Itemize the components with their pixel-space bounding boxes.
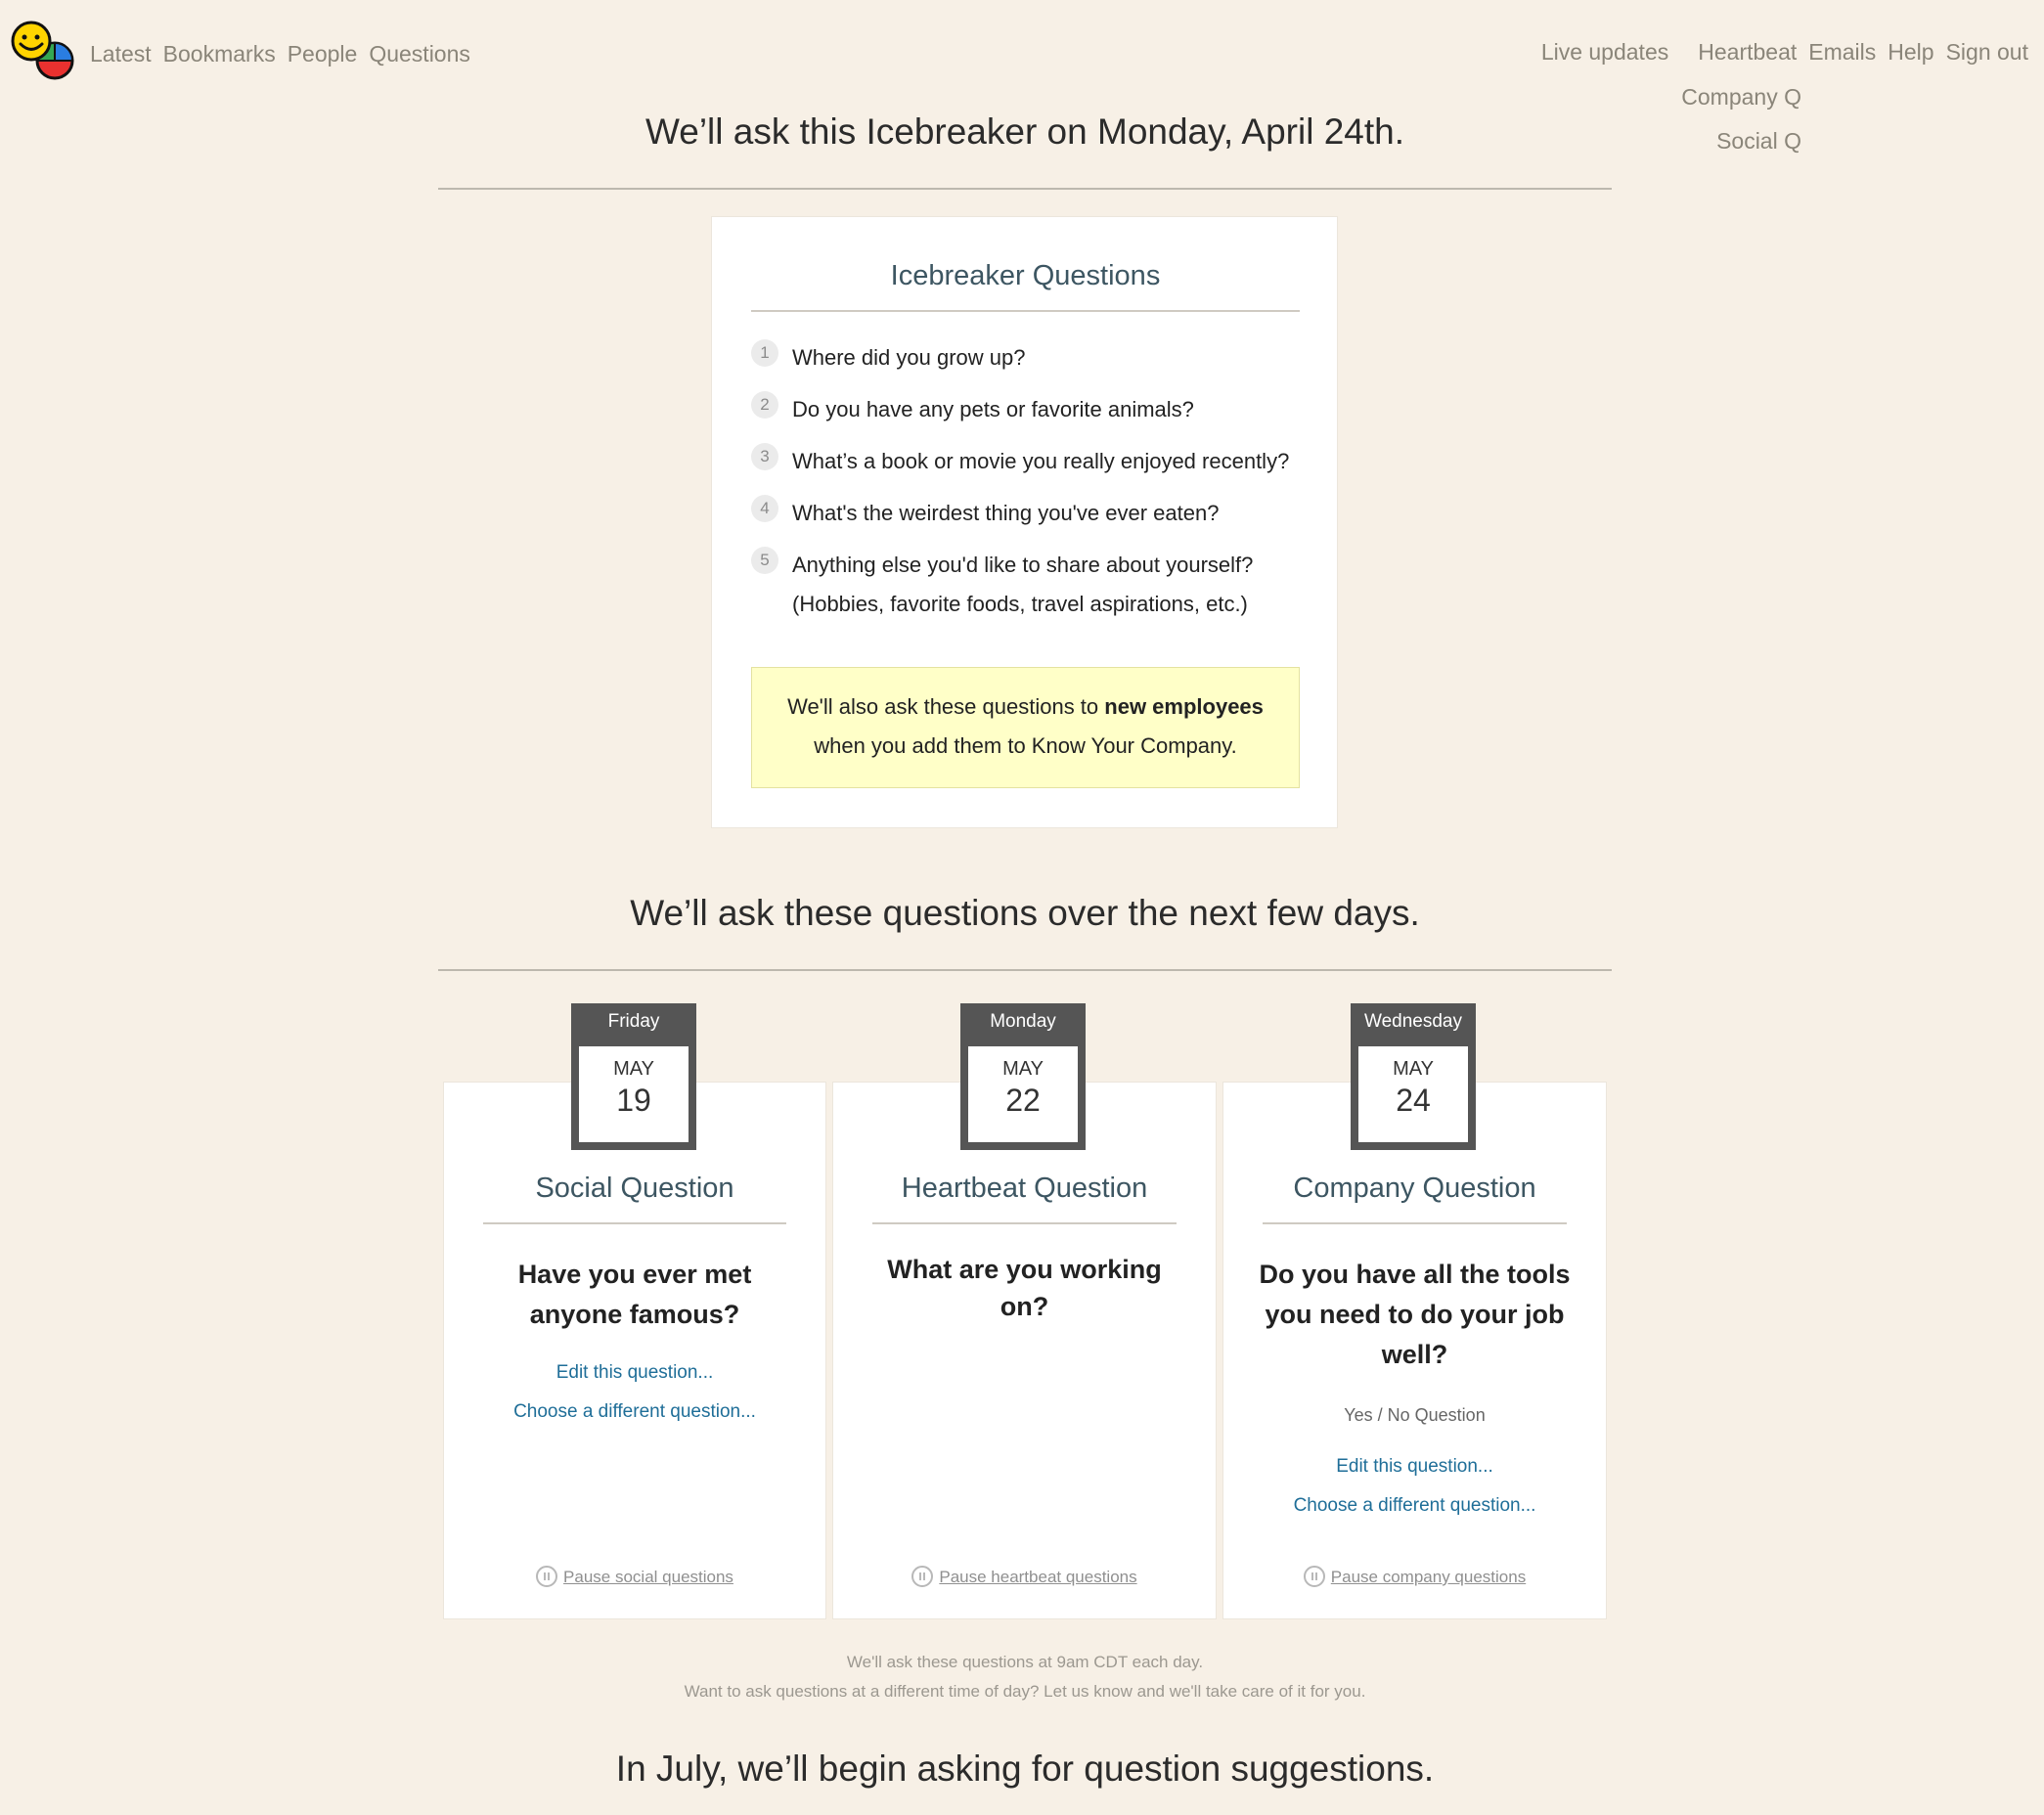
heartbeat-question-card <box>832 1082 1217 1619</box>
question-text: Have you ever met anyone famous? <box>517 1260 752 1329</box>
pause-company <box>1223 1566 1606 1587</box>
schedule-footnote: We'll ask these questions at 9am CDT each day. <box>846 1653 1204 1671</box>
calendar-date: 19 <box>616 1083 651 1118</box>
calendar-date: 24 <box>1396 1083 1431 1118</box>
upcoming-heading: We’ll ask these questions over the next few days. <box>630 893 1420 933</box>
social-question-card <box>443 1082 826 1619</box>
calendar-page <box>1358 1046 1468 1142</box>
icebreaker-card-title: Icebreaker Questions <box>751 260 1300 312</box>
divider <box>438 188 1612 190</box>
nav-questions[interactable]: Questions <box>369 41 470 66</box>
nav-latest[interactable]: Latest <box>90 41 152 66</box>
calendar-month: MAY <box>1002 1058 1044 1080</box>
calendar-weekday: Friday <box>607 1011 660 1032</box>
icebreaker-question-list <box>751 338 1300 637</box>
pause-social <box>444 1566 825 1587</box>
nav-help[interactable]: Help <box>1888 39 1934 65</box>
list-item <box>751 390 1300 429</box>
calendar-badge <box>1351 1003 1476 1150</box>
calendar-weekday: Monday <box>990 1011 1056 1032</box>
card-title: Heartbeat Question <box>872 1173 1177 1224</box>
icebreaker-heading: We’ll ask this Icebreaker on Monday, April 24th. <box>644 111 1404 152</box>
pause-heartbeat-link[interactable]: Pause heartbeat questions <box>939 1568 1137 1586</box>
calendar-badge <box>571 1003 696 1150</box>
questions-subnav <box>1663 84 1801 172</box>
nav-live-updates[interactable]: Live updates <box>1540 39 1669 65</box>
subnav-social-q[interactable]: Social Q <box>1716 128 1801 154</box>
calendar-date: 22 <box>1005 1083 1041 1118</box>
calendar-badge <box>960 1003 1086 1150</box>
question-text: Do you have any pets or favorite animals? <box>792 397 1194 421</box>
question-text <box>792 546 1253 624</box>
question-text: Where did you grow up? <box>792 345 1026 370</box>
note-bold: new employees <box>1104 694 1264 719</box>
question-text: What's the weirdest thing you've ever eaten? <box>792 501 1220 525</box>
question-text-line1: Anything else you'd like to share about yourself? <box>792 553 1254 577</box>
question-type: Yes / No Question <box>1344 1405 1486 1425</box>
calendar-month: MAY <box>1393 1058 1434 1080</box>
nav-heartbeat[interactable]: Heartbeat <box>1698 39 1798 65</box>
new-employees-note <box>751 667 1300 788</box>
question-number: 2 <box>751 391 778 419</box>
pause-heartbeat <box>833 1566 1216 1587</box>
nav-emails[interactable]: Emails <box>1808 39 1877 65</box>
question-text: What’s a book or movie you really enjoyed recently? <box>792 449 1290 473</box>
secondary-nav <box>1541 39 2028 66</box>
question-text-line2: (Hobbies, favorite foods, travel aspirations, etc.) <box>792 592 1248 616</box>
july-heading: In July, we’ll begin asking for question suggestions. <box>615 1749 1435 1789</box>
subnav-company-q[interactable]: Company Q <box>1681 84 1801 110</box>
icebreaker-card <box>711 216 1338 828</box>
edit-question-link[interactable]: Edit this question... <box>555 1362 714 1383</box>
question-text: Do you have all the tools you need to do your job well? <box>1259 1260 1571 1369</box>
list-item <box>751 494 1300 533</box>
choose-different-question-link[interactable]: Choose a different question... <box>513 1401 756 1422</box>
choose-different-question-link[interactable]: Choose a different question... <box>1293 1495 1536 1516</box>
pause-icon <box>911 1566 933 1587</box>
question-number: 4 <box>751 495 778 522</box>
schedule-footnote-2: Want to ask questions at a different time of day? Let us know and we'll take care of it for you. <box>684 1682 1366 1701</box>
card-title: Company Question <box>1263 1173 1567 1224</box>
calendar-weekday: Wednesday <box>1364 1011 1462 1032</box>
question-number: 1 <box>751 339 778 367</box>
pause-icon <box>536 1566 557 1587</box>
pause-company-link[interactable]: Pause company questions <box>1330 1568 1527 1586</box>
note-text-2: when you add them to Know Your Company. <box>814 733 1237 758</box>
question-number: 5 <box>751 547 778 574</box>
company-question-card <box>1222 1082 1607 1619</box>
nav-bookmarks[interactable]: Bookmarks <box>162 41 276 66</box>
pause-icon <box>1304 1566 1325 1587</box>
list-item <box>751 442 1300 481</box>
question-text: What are you working on? <box>887 1255 1162 1321</box>
nav-people[interactable]: People <box>287 41 358 66</box>
card-title: Social Question <box>483 1173 786 1224</box>
note-text: We'll also ask these questions to <box>787 694 1105 719</box>
list-item <box>751 338 1300 377</box>
pause-social-link[interactable]: Pause social questions <box>563 1568 733 1586</box>
question-number: 3 <box>751 443 778 470</box>
list-item <box>751 546 1300 624</box>
divider <box>438 969 1612 971</box>
primary-nav <box>90 41 470 67</box>
edit-question-link[interactable]: Edit this question... <box>1336 1456 1493 1477</box>
logo-icon[interactable] <box>8 18 74 84</box>
calendar-month: MAY <box>613 1058 654 1080</box>
nav-sign-out[interactable]: Sign out <box>1945 39 2028 65</box>
calendar-page <box>968 1046 1078 1142</box>
calendar-page <box>579 1046 689 1142</box>
